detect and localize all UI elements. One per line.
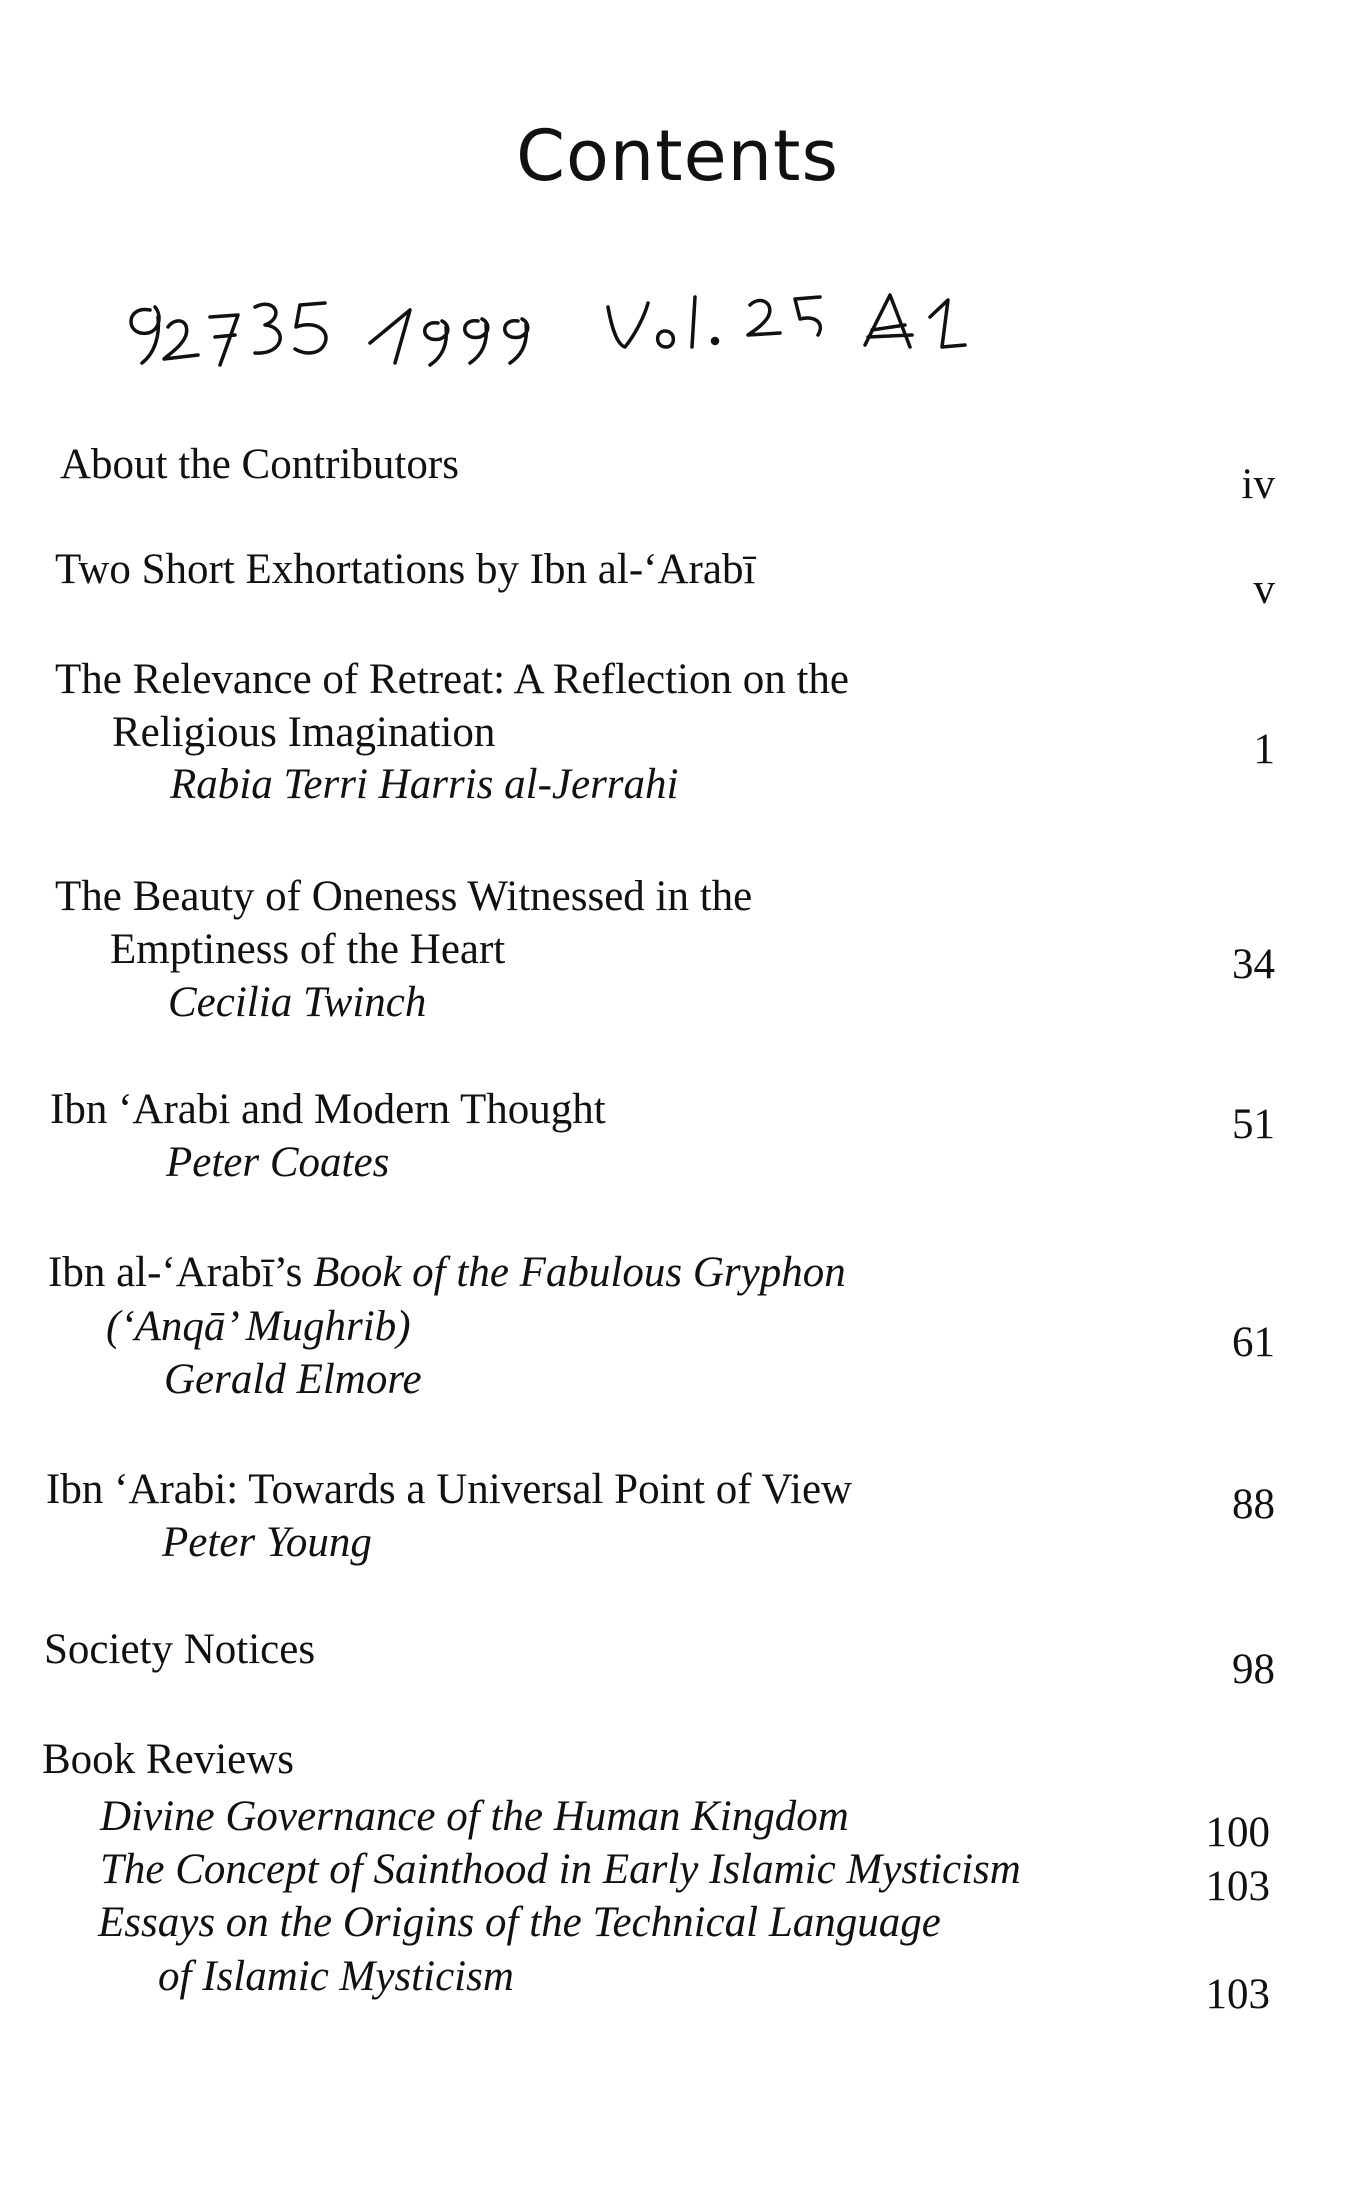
handwritten-annotation — [120, 275, 1220, 375]
entry-title-continued: Religious Imagination — [112, 709, 496, 756]
entry-page-number: iv — [1241, 461, 1275, 508]
entry-subtitle: (‘Anqā’ Mughrib) — [106, 1303, 411, 1350]
entry-page-number: 51 — [1232, 1101, 1275, 1148]
entry-title-continued: Emptiness of the Heart — [110, 926, 506, 973]
entry-author: Peter Young — [162, 1519, 372, 1566]
entry-page-number: 34 — [1232, 941, 1275, 988]
review-page-number: 103 — [1205, 1863, 1270, 1910]
review-page-number: 100 — [1205, 1809, 1270, 1856]
entry-page-number: 98 — [1232, 1646, 1275, 1693]
entry-title — [48, 1248, 846, 1297]
entry-title: Ibn ‘Arabi and Modern Thought — [50, 1086, 606, 1133]
entry-title: Society Notices — [44, 1626, 316, 1673]
entry-title: The Relevance of Retreat: A Reflection on the — [55, 656, 850, 703]
entry-page-number: v — [1253, 566, 1275, 613]
entry-title: About the Contributors — [60, 441, 459, 488]
review-title-continued: of Islamic Mysticism — [158, 1953, 514, 2000]
review-title: Essays on the Origins of the Technical Language — [98, 1899, 941, 1946]
entry-title: Two Short Exhortations by Ibn al-‘Arabī — [55, 546, 756, 593]
entry-author: Rabia Terri Harris al-Jerrahi — [170, 761, 679, 808]
entry-author: Cecilia Twinch — [168, 979, 427, 1026]
entry-title-italic: Book of the Fabulous Gryphon — [313, 1249, 846, 1296]
review-page-number: 103 — [1205, 1971, 1270, 2018]
entry-page-number: 61 — [1232, 1319, 1275, 1366]
entry-author: Peter Coates — [166, 1139, 390, 1186]
page-title: Contents — [516, 115, 839, 197]
entry-title-plain: Ibn al-‘Arabī’s — [48, 1249, 314, 1296]
review-title: Divine Governance of the Human Kingdom — [100, 1793, 849, 1840]
entry-title: The Beauty of Oneness Witnessed in the — [55, 873, 753, 920]
entry-page-number: 1 — [1253, 726, 1275, 773]
entry-title: Ibn ‘Arabi: Towards a Universal Point of View — [46, 1466, 853, 1513]
entry-author: Gerald Elmore — [164, 1356, 422, 1403]
book-reviews-heading: Book Reviews — [42, 1736, 295, 1783]
review-title: The Concept of Sainthood in Early Islamic Mysticism — [100, 1846, 1021, 1893]
entry-page-number: 88 — [1232, 1481, 1275, 1528]
